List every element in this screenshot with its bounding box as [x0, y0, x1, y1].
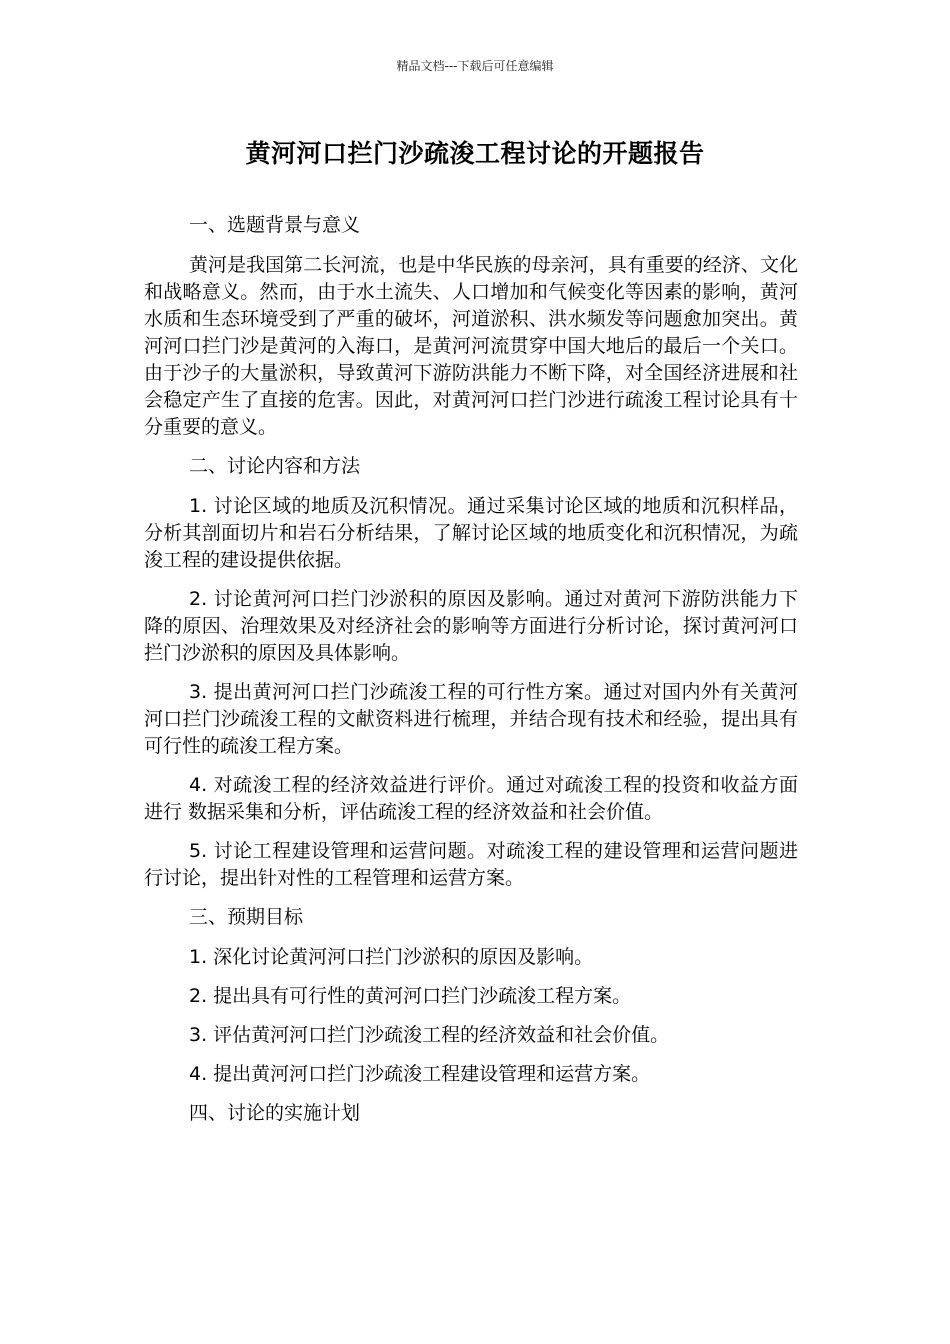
section-3-item-4: 4. 提出黄河河口拦门沙疏浚工程建设管理和运营方案。 [189, 1063, 651, 1085]
document-title: 黄河河口拦门沙疏浚工程讨论的开题报告 [245, 139, 705, 168]
section-heading-4: 四、讨论的实施计划 [189, 1102, 361, 1124]
section-heading-3: 三、预期目标 [189, 906, 304, 928]
section-3-item-3: 3. 评估黄河河口拦门沙疏浚工程的经济效益和社会价值。 [189, 1024, 670, 1046]
section-3-item-2: 2. 提出具有可行性的黄河河口拦门沙疏浚工程方案。 [189, 985, 632, 1007]
section-2-item-5: 5. 讨论工程建设管理和运营问题。对疏浚工程的建设管理和运营问题进行讨论，提出针对性的工程管理和运营方案。 [144, 840, 798, 889]
section-2-item-4: 4. 对疏浚工程的经济效益进行评价。通过对疏浚工程的投资和收益方面进行 数据采集和分析，评估疏浚工程的经济效益和社会价值。 [144, 774, 798, 823]
section-heading-1: 一、选题背景与意义 [189, 214, 361, 236]
document-body [144, 212, 798, 1140]
section-heading-2: 二、讨论内容和方法 [189, 455, 361, 477]
section-2-item-3: 3. 提出黄河河口拦门沙疏浚工程的可行性方案。通过对国内外有关黄河河口拦门沙疏浚工程的文献资料进行梳理，并结合现有技术和经验，提出具有可行性的疏浚工程方案。 [144, 681, 798, 757]
section-2-item-2: 2. 讨论黄河河口拦门沙淤积的原因及影响。通过对黄河下游防洪能力下降的原因、治理效果及对经济社会的影响等方面进行分析讨论，探讨黄河河口拦门沙淤积的原因及具体影响。 [144, 588, 798, 664]
section-2-item-1: 1. 讨论区域的地质及沉积情况。通过采集讨论区域的地质和沉积样品，分析其剖面切片和岩石分析结果，了解讨论区域的地质变化和沉积情况，为疏浚工程的建设提供依据。 [144, 495, 798, 571]
header-note: 精品文档---下载后可任意编辑 [396, 59, 554, 73]
section-3-item-1: 1. 深化讨论黄河河口拦门沙淤积的原因及影响。 [189, 946, 594, 968]
section-1-paragraph: 黄河是我国第二长河流，也是中华民族的母亲河，具有重要的经济、文化和战略意义。然而，由于水土流失、人口增加和气候变化等因素的影响，黄河水质和生态环境受到了严重的破坏，河道淤积、洪水频发等问题愈加突出。黄河河口拦门沙是黄河的入海口，是黄河河流贯穿中国大地后的最后一个关口。由于沙子的大量淤积，导致黄河下游防洪能力不断下降，对全国经济进展和社会稳定产生了直接的危害。因此，对黄河河口拦门沙进行疏浚工程讨论具有十分重要的意义。 [144, 254, 798, 438]
